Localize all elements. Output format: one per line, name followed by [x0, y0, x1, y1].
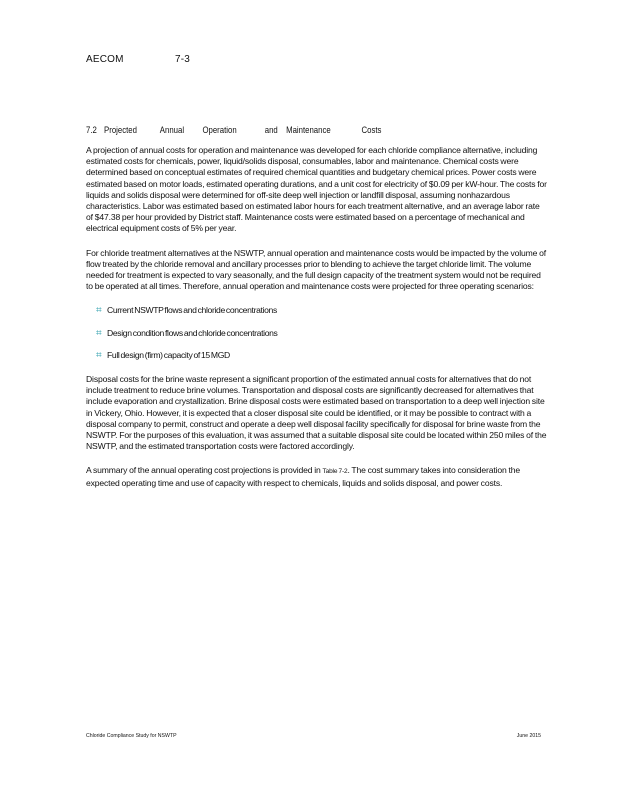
- section-heading: [86, 125, 381, 136]
- section-title-word: Annual: [159, 125, 185, 136]
- hash-bullet-icon: ⌗: [96, 327, 102, 339]
- hash-bullet-icon: ⌗: [96, 349, 102, 361]
- footer-date: June 2015: [516, 733, 541, 739]
- paragraph-nswtp-alternatives: For chloride treatment alternatives at the NSWTP, annual operation and maintenance costs would be impacted by the volume of flow treated by the chloride removal and ancillary processes prior to blending to achieve the target chloride limit. The volume needed for treatment is expected to vary seasonally, and the full design capacity of the treatment system would not be required to be operated at all times. Therefore, annual operation and maintenance costs were projected for three operating scenarios:: [86, 247, 547, 292]
- page-number: 7-3: [174, 54, 191, 65]
- section-number: 7.2: [86, 125, 97, 136]
- paragraph-disposal-costs: Disposal costs for the brine waste represent a significant proportion of the estimated annual costs for alternatives that do not include treatment to reduce brine volumes. Transportation and disposal costs are significantly decreased for alternatives that include evaporation and crystallization. Brine disposal costs were estimated based on transportation to a deep well injection site in Vickery, Ohio. However, it is expected that a closer disposal site could be identified, or it may be possible to contract with a disposal company to permit, construct and operate a deep well disposal facility specifically for disposal for brine waste from the NSWTP. For the purposes of this evaluation, it was assumed that a suitable disposal site could be located within 250 miles of the NSWTP, and the estimated transportation costs were factored accordingly.: [86, 374, 547, 452]
- page-footer: [86, 733, 541, 739]
- list-item: ⌗ Design condition flows and chloride concentrations: [96, 327, 278, 339]
- list-item: ⌗ Full design (firm) capacity of 15 MGD: [96, 349, 230, 361]
- section-title-word: and: [264, 125, 278, 136]
- paragraph-om-costs: A projection of annual costs for operation and maintenance was developed for each chloride compliance alternative, including estimated costs for chemicals, power, liquid/solids disposal, consumables, labor and maintenance. Chemical costs were determined based on conceptual estimates of required chemical quantities and budgetary chemical prices. Power costs were estimated based on motor loads, estimated operating durations, and a unit cost for electricity of $0.09 per kW-hour. The costs for liquids and solids disposal were determined for off-site deep well injection or landfill disposal, assuming nonhazardous characteristics. Labor was estimated based on estimated labor hours for each treatment alternative, and an average labor rate of $47.38 per hour provided by District staff. Maintenance costs were estimated based on a percentage of mechanical and electrical equipment costs of 5% per year.: [86, 145, 547, 234]
- list-item: ⌗ Current NSWTP flows and chloride concentrations: [96, 305, 277, 317]
- section-title-word: Projected: [104, 125, 137, 136]
- hash-bullet-icon: ⌗: [96, 305, 102, 317]
- table-reference-link[interactable]: Table 7-2: [322, 468, 348, 476]
- section-title-word: Operation: [202, 125, 237, 136]
- section-title-word: Maintenance: [286, 125, 331, 136]
- section-body: [86, 145, 548, 502]
- footer-document-title: Chloride Compliance Study for NSWTP: [86, 733, 177, 739]
- page-header: [86, 54, 190, 65]
- company-name: AECOM: [86, 54, 124, 65]
- section-title-word: Costs: [361, 125, 382, 136]
- operating-scenarios-list: [86, 305, 548, 361]
- paragraph-summary: A summary of the annual operating cost projections is provided in Table 7-2. The cost summary takes into consideration the expected operating time and use of capacity with respect to chemicals, liquids and solids disposal, and power costs.: [86, 465, 520, 488]
